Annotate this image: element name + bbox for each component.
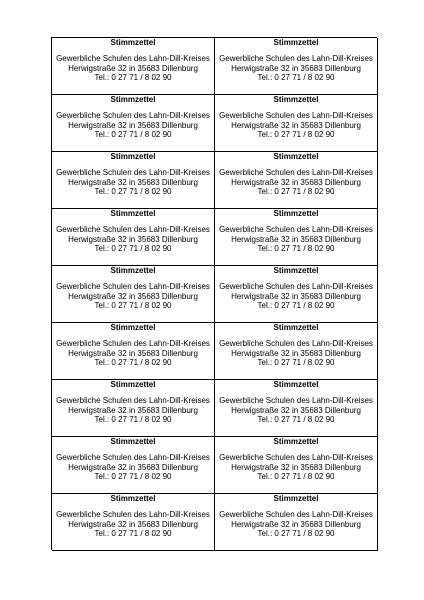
ballot-title: Stimmzettel xyxy=(273,380,319,389)
school-phone: Tel.: 0 27 71 / 8 02 90 xyxy=(94,529,172,538)
school-name: Gewerbliche Schulen des Lahn-Dill-Kreises xyxy=(219,225,373,234)
school-name: Gewerbliche Schulen des Lahn-Dill-Kreises xyxy=(219,54,373,63)
school-address: Herwigstraße 32 in 35683 Dillenburg xyxy=(231,63,361,73)
ballot-card xyxy=(215,323,378,380)
ballot-card xyxy=(52,152,215,209)
school-name: Gewerbliche Schulen des Lahn-Dill-Kreises xyxy=(219,453,373,462)
ballot-title: Stimmzettel xyxy=(110,380,156,389)
school-address: Herwigstraße 32 in 35683 Dillenburg xyxy=(231,348,361,358)
school-address: Herwigstraße 32 in 35683 Dillenburg xyxy=(68,234,198,244)
ballot-card xyxy=(52,38,215,95)
ballot-card xyxy=(52,437,215,494)
ballot-card xyxy=(215,95,378,152)
school-phone: Tel.: 0 27 71 / 8 02 90 xyxy=(94,130,172,139)
school-phone: Tel.: 0 27 71 / 8 02 90 xyxy=(257,187,335,196)
school-address: Herwigstraße 32 in 35683 Dillenburg xyxy=(68,348,198,358)
school-name: Gewerbliche Schulen des Lahn-Dill-Kreises xyxy=(219,282,373,291)
ballot-sheet xyxy=(51,37,377,550)
school-phone: Tel.: 0 27 71 / 8 02 90 xyxy=(94,187,172,196)
school-name: Gewerbliche Schulen des Lahn-Dill-Kreises xyxy=(219,396,373,405)
ballot-title: Stimmzettel xyxy=(110,437,156,446)
ballot-card xyxy=(52,380,215,437)
school-name: Gewerbliche Schulen des Lahn-Dill-Kreises xyxy=(56,225,210,234)
ballot-title: Stimmzettel xyxy=(273,494,319,503)
school-phone: Tel.: 0 27 71 / 8 02 90 xyxy=(257,301,335,310)
ballot-title: Stimmzettel xyxy=(110,209,156,218)
school-name: Gewerbliche Schulen des Lahn-Dill-Kreises xyxy=(219,339,373,348)
ballot-title: Stimmzettel xyxy=(273,437,319,446)
school-address: Herwigstraße 32 in 35683 Dillenburg xyxy=(231,519,361,529)
school-phone: Tel.: 0 27 71 / 8 02 90 xyxy=(94,301,172,310)
ballot-card xyxy=(215,209,378,266)
ballot-title: Stimmzettel xyxy=(273,323,319,332)
ballot-card xyxy=(215,152,378,209)
school-phone: Tel.: 0 27 71 / 8 02 90 xyxy=(94,415,172,424)
school-phone: Tel.: 0 27 71 / 8 02 90 xyxy=(257,130,335,139)
school-address: Herwigstraße 32 in 35683 Dillenburg xyxy=(231,405,361,415)
school-phone: Tel.: 0 27 71 / 8 02 90 xyxy=(257,358,335,367)
ballot-title: Stimmzettel xyxy=(110,152,156,161)
ballot-card xyxy=(52,266,215,323)
school-phone: Tel.: 0 27 71 / 8 02 90 xyxy=(257,73,335,82)
school-address: Herwigstraße 32 in 35683 Dillenburg xyxy=(68,120,198,130)
school-name: Gewerbliche Schulen des Lahn-Dill-Kreises xyxy=(56,339,210,348)
school-phone: Tel.: 0 27 71 / 8 02 90 xyxy=(94,472,172,481)
ballot-title: Stimmzettel xyxy=(110,494,156,503)
ballot-title: Stimmzettel xyxy=(110,38,156,47)
school-phone: Tel.: 0 27 71 / 8 02 90 xyxy=(94,358,172,367)
school-address: Herwigstraße 32 in 35683 Dillenburg xyxy=(231,120,361,130)
ballot-card xyxy=(52,209,215,266)
school-address: Herwigstraße 32 in 35683 Dillenburg xyxy=(68,63,198,73)
ballot-card xyxy=(215,380,378,437)
school-phone: Tel.: 0 27 71 / 8 02 90 xyxy=(257,529,335,538)
school-name: Gewerbliche Schulen des Lahn-Dill-Kreises xyxy=(219,111,373,120)
ballot-title: Stimmzettel xyxy=(110,323,156,332)
ballot-title: Stimmzettel xyxy=(273,95,319,104)
ballot-title: Stimmzettel xyxy=(110,95,156,104)
ballot-card xyxy=(52,494,215,551)
school-phone: Tel.: 0 27 71 / 8 02 90 xyxy=(257,415,335,424)
ballot-card xyxy=(52,95,215,152)
school-address: Herwigstraße 32 in 35683 Dillenburg xyxy=(68,519,198,529)
ballot-title: Stimmzettel xyxy=(110,266,156,275)
school-phone: Tel.: 0 27 71 / 8 02 90 xyxy=(257,472,335,481)
ballot-title: Stimmzettel xyxy=(273,266,319,275)
school-address: Herwigstraße 32 in 35683 Dillenburg xyxy=(68,405,198,415)
ballot-card xyxy=(52,323,215,380)
school-name: Gewerbliche Schulen des Lahn-Dill-Kreises xyxy=(219,510,373,519)
school-name: Gewerbliche Schulen des Lahn-Dill-Kreises xyxy=(56,111,210,120)
school-address: Herwigstraße 32 in 35683 Dillenburg xyxy=(231,234,361,244)
school-address: Herwigstraße 32 in 35683 Dillenburg xyxy=(68,177,198,187)
school-phone: Tel.: 0 27 71 / 8 02 90 xyxy=(257,244,335,253)
school-name: Gewerbliche Schulen des Lahn-Dill-Kreises xyxy=(56,54,210,63)
school-name: Gewerbliche Schulen des Lahn-Dill-Kreises xyxy=(56,168,210,177)
school-name: Gewerbliche Schulen des Lahn-Dill-Kreises xyxy=(56,510,210,519)
school-address: Herwigstraße 32 in 35683 Dillenburg xyxy=(68,462,198,472)
ballot-card xyxy=(215,38,378,95)
school-address: Herwigstraße 32 in 35683 Dillenburg xyxy=(231,177,361,187)
ballot-title: Stimmzettel xyxy=(273,38,319,47)
school-name: Gewerbliche Schulen des Lahn-Dill-Kreises xyxy=(56,453,210,462)
school-name: Gewerbliche Schulen des Lahn-Dill-Kreises xyxy=(56,282,210,291)
school-name: Gewerbliche Schulen des Lahn-Dill-Kreises xyxy=(219,168,373,177)
ballot-title: Stimmzettel xyxy=(273,209,319,218)
school-address: Herwigstraße 32 in 35683 Dillenburg xyxy=(68,291,198,301)
school-phone: Tel.: 0 27 71 / 8 02 90 xyxy=(94,244,172,253)
school-name: Gewerbliche Schulen des Lahn-Dill-Kreises xyxy=(56,396,210,405)
school-address: Herwigstraße 32 in 35683 Dillenburg xyxy=(231,462,361,472)
ballot-card xyxy=(215,437,378,494)
ballot-card xyxy=(215,266,378,323)
school-address: Herwigstraße 32 in 35683 Dillenburg xyxy=(231,291,361,301)
ballot-card xyxy=(215,494,378,551)
ballot-title: Stimmzettel xyxy=(273,152,319,161)
school-phone: Tel.: 0 27 71 / 8 02 90 xyxy=(94,73,172,82)
